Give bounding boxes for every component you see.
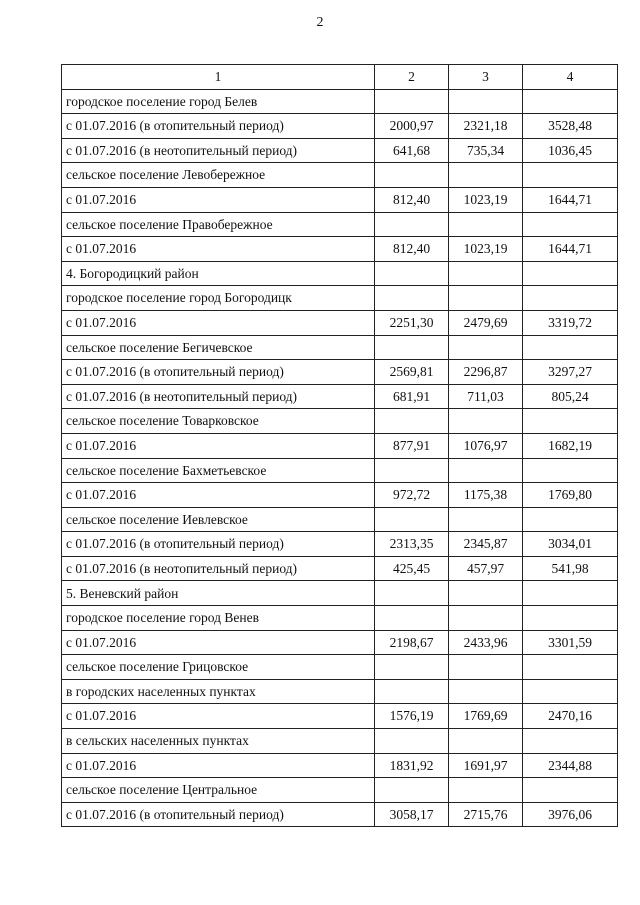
value-cell-col2: 2313,35 [375, 532, 449, 557]
value-cell-col3: 457,97 [449, 556, 523, 581]
row-label-cell: сельское поселение Центральное [62, 778, 375, 803]
row-label-cell: с 01.07.2016 [62, 187, 375, 212]
value-cell-col4: 3319,72 [523, 310, 618, 335]
table-row [62, 729, 618, 754]
row-label-cell: сельское поселение Товарковское [62, 409, 375, 434]
value-cell-col4: 3976,06 [523, 802, 618, 827]
value-cell-col4: 2344,88 [523, 753, 618, 778]
value-cell-col2: 2569,81 [375, 360, 449, 385]
value-cell-col2: 1576,19 [375, 704, 449, 729]
value-cell-col3 [449, 335, 523, 360]
value-cell-col2 [375, 286, 449, 311]
row-label-cell: сельское поселение Бахметьевское [62, 458, 375, 483]
value-cell-col2 [375, 458, 449, 483]
value-cell-col3: 2433,96 [449, 630, 523, 655]
table-row [62, 163, 618, 188]
table-row [62, 507, 618, 532]
value-cell-col3 [449, 286, 523, 311]
row-label-cell: с 01.07.2016 (в отопительный период) [62, 532, 375, 557]
value-cell-col3 [449, 606, 523, 631]
row-label-cell: с 01.07.2016 [62, 630, 375, 655]
header-cell: 4 [523, 65, 618, 90]
value-cell-col3: 2345,87 [449, 532, 523, 557]
value-cell-col4 [523, 212, 618, 237]
value-cell-col3: 1175,38 [449, 483, 523, 508]
value-cell-col2 [375, 409, 449, 434]
value-cell-col2: 1831,92 [375, 753, 449, 778]
row-label-cell: с 01.07.2016 [62, 310, 375, 335]
value-cell-col4: 3528,48 [523, 114, 618, 139]
value-cell-col4: 3301,59 [523, 630, 618, 655]
value-cell-col4 [523, 261, 618, 286]
value-cell-col2: 641,68 [375, 138, 449, 163]
value-cell-col2: 2251,30 [375, 310, 449, 335]
table-row [62, 138, 618, 163]
value-cell-col3 [449, 458, 523, 483]
value-cell-col2 [375, 606, 449, 631]
value-cell-col2 [375, 89, 449, 114]
value-cell-col2: 972,72 [375, 483, 449, 508]
table-row [62, 261, 618, 286]
value-cell-col3: 1769,69 [449, 704, 523, 729]
table-row [62, 778, 618, 803]
value-cell-col4 [523, 581, 618, 606]
value-cell-col3: 2479,69 [449, 310, 523, 335]
row-label-cell: сельское поселение Левобережное [62, 163, 375, 188]
value-cell-col4 [523, 286, 618, 311]
table-row [62, 384, 618, 409]
table-row [62, 532, 618, 557]
value-cell-col4: 1644,71 [523, 187, 618, 212]
value-cell-col3: 2296,87 [449, 360, 523, 385]
table-row [62, 360, 618, 385]
value-cell-col3: 711,03 [449, 384, 523, 409]
row-label-cell: сельское поселение Правобережное [62, 212, 375, 237]
table-row [62, 335, 618, 360]
row-label-cell: сельское поселение Грицовское [62, 655, 375, 680]
tariff-table [61, 64, 618, 827]
value-cell-col4 [523, 458, 618, 483]
value-cell-col2: 812,40 [375, 237, 449, 262]
value-cell-col4 [523, 778, 618, 803]
value-cell-col2: 425,45 [375, 556, 449, 581]
value-cell-col2: 2000,97 [375, 114, 449, 139]
table-row [62, 433, 618, 458]
row-label-cell: городское поселение город Богородицк [62, 286, 375, 311]
header-cell: 1 [62, 65, 375, 90]
table-body [62, 65, 618, 827]
table-row [62, 630, 618, 655]
value-cell-col4: 3297,27 [523, 360, 618, 385]
value-cell-col2: 877,91 [375, 433, 449, 458]
table-row [62, 114, 618, 139]
row-label-cell: с 01.07.2016 [62, 704, 375, 729]
value-cell-col4 [523, 655, 618, 680]
table-row [62, 237, 618, 262]
table-row [62, 581, 618, 606]
row-label-cell: с 01.07.2016 [62, 433, 375, 458]
table-row [62, 483, 618, 508]
value-cell-col3 [449, 507, 523, 532]
row-label-cell: с 01.07.2016 (в отопительный период) [62, 114, 375, 139]
table-row [62, 458, 618, 483]
row-label-cell: с 01.07.2016 [62, 753, 375, 778]
row-label-cell: сельское поселение Бегичевское [62, 335, 375, 360]
table-row [62, 704, 618, 729]
header-cell: 3 [449, 65, 523, 90]
value-cell-col3: 735,34 [449, 138, 523, 163]
header-cell: 2 [375, 65, 449, 90]
value-cell-col4: 1682,19 [523, 433, 618, 458]
value-cell-col3 [449, 655, 523, 680]
row-label-cell: с 01.07.2016 [62, 483, 375, 508]
value-cell-col3: 1691,97 [449, 753, 523, 778]
value-cell-col4: 541,98 [523, 556, 618, 581]
table-row [62, 679, 618, 704]
page-number: 2 [316, 15, 324, 30]
value-cell-col4: 1644,71 [523, 237, 618, 262]
table-row [62, 409, 618, 434]
value-cell-col4 [523, 409, 618, 434]
value-cell-col4: 1036,45 [523, 138, 618, 163]
row-label-cell: городское поселение город Венев [62, 606, 375, 631]
value-cell-col2 [375, 729, 449, 754]
value-cell-col3 [449, 729, 523, 754]
value-cell-col2 [375, 507, 449, 532]
value-cell-col2 [375, 335, 449, 360]
value-cell-col2 [375, 655, 449, 680]
value-cell-col2: 2198,67 [375, 630, 449, 655]
row-label-cell: с 01.07.2016 (в неотопительный период) [62, 556, 375, 581]
table-header-row [62, 65, 618, 90]
value-cell-col3 [449, 679, 523, 704]
value-cell-col3 [449, 212, 523, 237]
row-label-cell: сельское поселение Иевлевское [62, 507, 375, 532]
value-cell-col3: 1076,97 [449, 433, 523, 458]
value-cell-col4 [523, 163, 618, 188]
table-row [62, 556, 618, 581]
value-cell-col2: 681,91 [375, 384, 449, 409]
value-cell-col2 [375, 778, 449, 803]
table-row [62, 286, 618, 311]
value-cell-col2 [375, 212, 449, 237]
value-cell-col4 [523, 507, 618, 532]
value-cell-col4 [523, 679, 618, 704]
value-cell-col4: 2470,16 [523, 704, 618, 729]
value-cell-col3 [449, 261, 523, 286]
value-cell-col3: 1023,19 [449, 187, 523, 212]
row-label-cell: с 01.07.2016 (в неотопительный период) [62, 138, 375, 163]
value-cell-col4 [523, 606, 618, 631]
value-cell-col4: 3034,01 [523, 532, 618, 557]
value-cell-col2 [375, 581, 449, 606]
value-cell-col4 [523, 729, 618, 754]
value-cell-col2 [375, 679, 449, 704]
value-cell-col2 [375, 261, 449, 286]
value-cell-col3: 2715,76 [449, 802, 523, 827]
row-label-cell: с 01.07.2016 (в неотопительный период) [62, 384, 375, 409]
table-row [62, 212, 618, 237]
table-row [62, 655, 618, 680]
value-cell-col3 [449, 409, 523, 434]
row-label-cell: городское поселение город Белев [62, 89, 375, 114]
row-label-cell: в сельских населенных пунктах [62, 729, 375, 754]
value-cell-col4 [523, 335, 618, 360]
value-cell-col3: 2321,18 [449, 114, 523, 139]
table-row [62, 187, 618, 212]
value-cell-col2: 3058,17 [375, 802, 449, 827]
row-label-cell: 4. Богородицкий район [62, 261, 375, 286]
table-row [62, 310, 618, 335]
row-label-cell: в городских населенных пунктах [62, 679, 375, 704]
row-label-cell: с 01.07.2016 (в отопительный период) [62, 360, 375, 385]
value-cell-col4: 805,24 [523, 384, 618, 409]
value-cell-col2 [375, 163, 449, 188]
value-cell-col3: 1023,19 [449, 237, 523, 262]
value-cell-col3 [449, 581, 523, 606]
table-row [62, 606, 618, 631]
value-cell-col2: 812,40 [375, 187, 449, 212]
value-cell-col3 [449, 163, 523, 188]
row-label-cell: с 01.07.2016 (в отопительный период) [62, 802, 375, 827]
value-cell-col3 [449, 778, 523, 803]
value-cell-col4 [523, 89, 618, 114]
row-label-cell: 5. Веневский район [62, 581, 375, 606]
table-row [62, 89, 618, 114]
value-cell-col3 [449, 89, 523, 114]
table-row [62, 802, 618, 827]
row-label-cell: с 01.07.2016 [62, 237, 375, 262]
table-row [62, 753, 618, 778]
value-cell-col4: 1769,80 [523, 483, 618, 508]
